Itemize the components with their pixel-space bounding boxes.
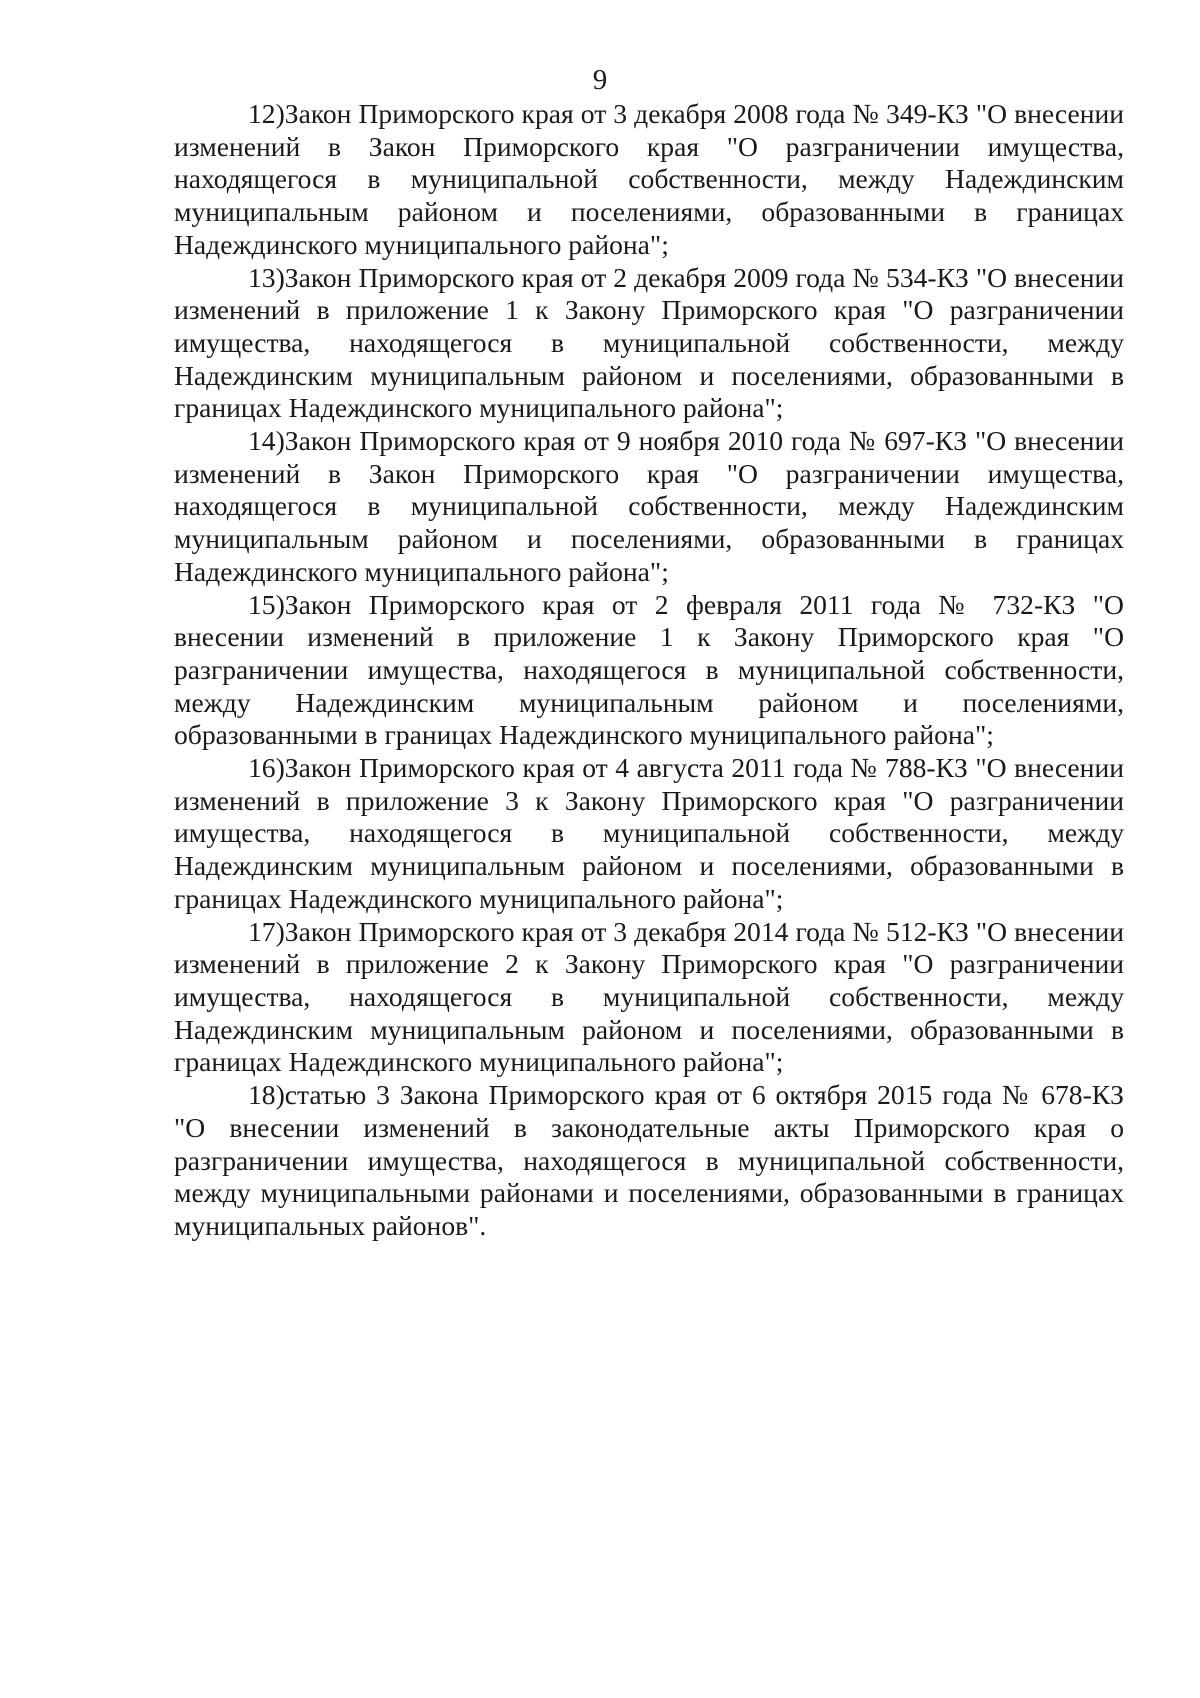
document-body bbox=[174, 98, 1124, 1243]
list-item: 18)статью 3 Закона Приморского края от 6 октября 2015 года № 678-КЗ "О внесении изменений в законодательные акты Приморского края о разграничении имущества, находящегося в муниципальной собственности, между муниципальными районами и поселениями, образованными в границах муниципальных районов". bbox=[174, 1079, 1124, 1241]
list-item: 13)Закон Приморского края от 2 декабря 2009 года № 534-КЗ "О внесении изменений в приложение 1 к Закону Приморского края "О разграничении имущества, находящегося в муниципальной собственности, между Надеждинским муниципальным районом и поселениями, образованными в границах Надеждинского муниципального района"; bbox=[174, 261, 1124, 424]
list-item: 14)Закон Приморского края от 9 ноября 2010 года № 697-КЗ "О внесении изменений в Закон Приморского края "О разграничении имущества, находящегося в муниципальной собственности, между Надеждинским муниципальным районом и поселениями, образованными в границах Надеждинского муниципального района"; bbox=[174, 425, 1124, 587]
page-number: 9 bbox=[592, 64, 608, 96]
list-item: 12)Закон Приморского края от 3 декабря 2008 года № 349-КЗ "О внесении изменений в Закон Приморского края "О разграничении имущества, находящегося в муниципальной собственности, между Надеждинским муниципальным районом и поселениями, образованными в границах Надеждинского муниципального района"; bbox=[174, 98, 1124, 260]
list-item: 17)Закон Приморского края от 3 декабря 2014 года № 512-КЗ "О внесении изменений в приложение 2 к Закону Приморского края "О разграничении имущества, находящегося в муниципальной собственности, между Надеждинским муниципальным районом и поселениями, образованными в границах Надеждинского муниципального района"; bbox=[174, 915, 1124, 1078]
list-item: 15)Закон Приморского края от 2 февраля 2011 года № 732-КЗ "О внесении изменений в приложение 1 к Закону Приморского края "О разграничении имущества, находящегося в муниципальной собственности, между Надеждинским муниципальным районом и поселениями, образованными в границах Надеждинского муниципального района"; bbox=[174, 588, 1124, 751]
list-item: 16)Закон Приморского края от 4 августа 2011 года № 788-КЗ "О внесении изменений в приложение 3 к Закону Приморского края "О разграничении имущества, находящегося в муниципальной собственности, между Надеждинским муниципальным районом и поселениями, образованными в границах Надеждинского муниципального района"; bbox=[174, 752, 1124, 914]
